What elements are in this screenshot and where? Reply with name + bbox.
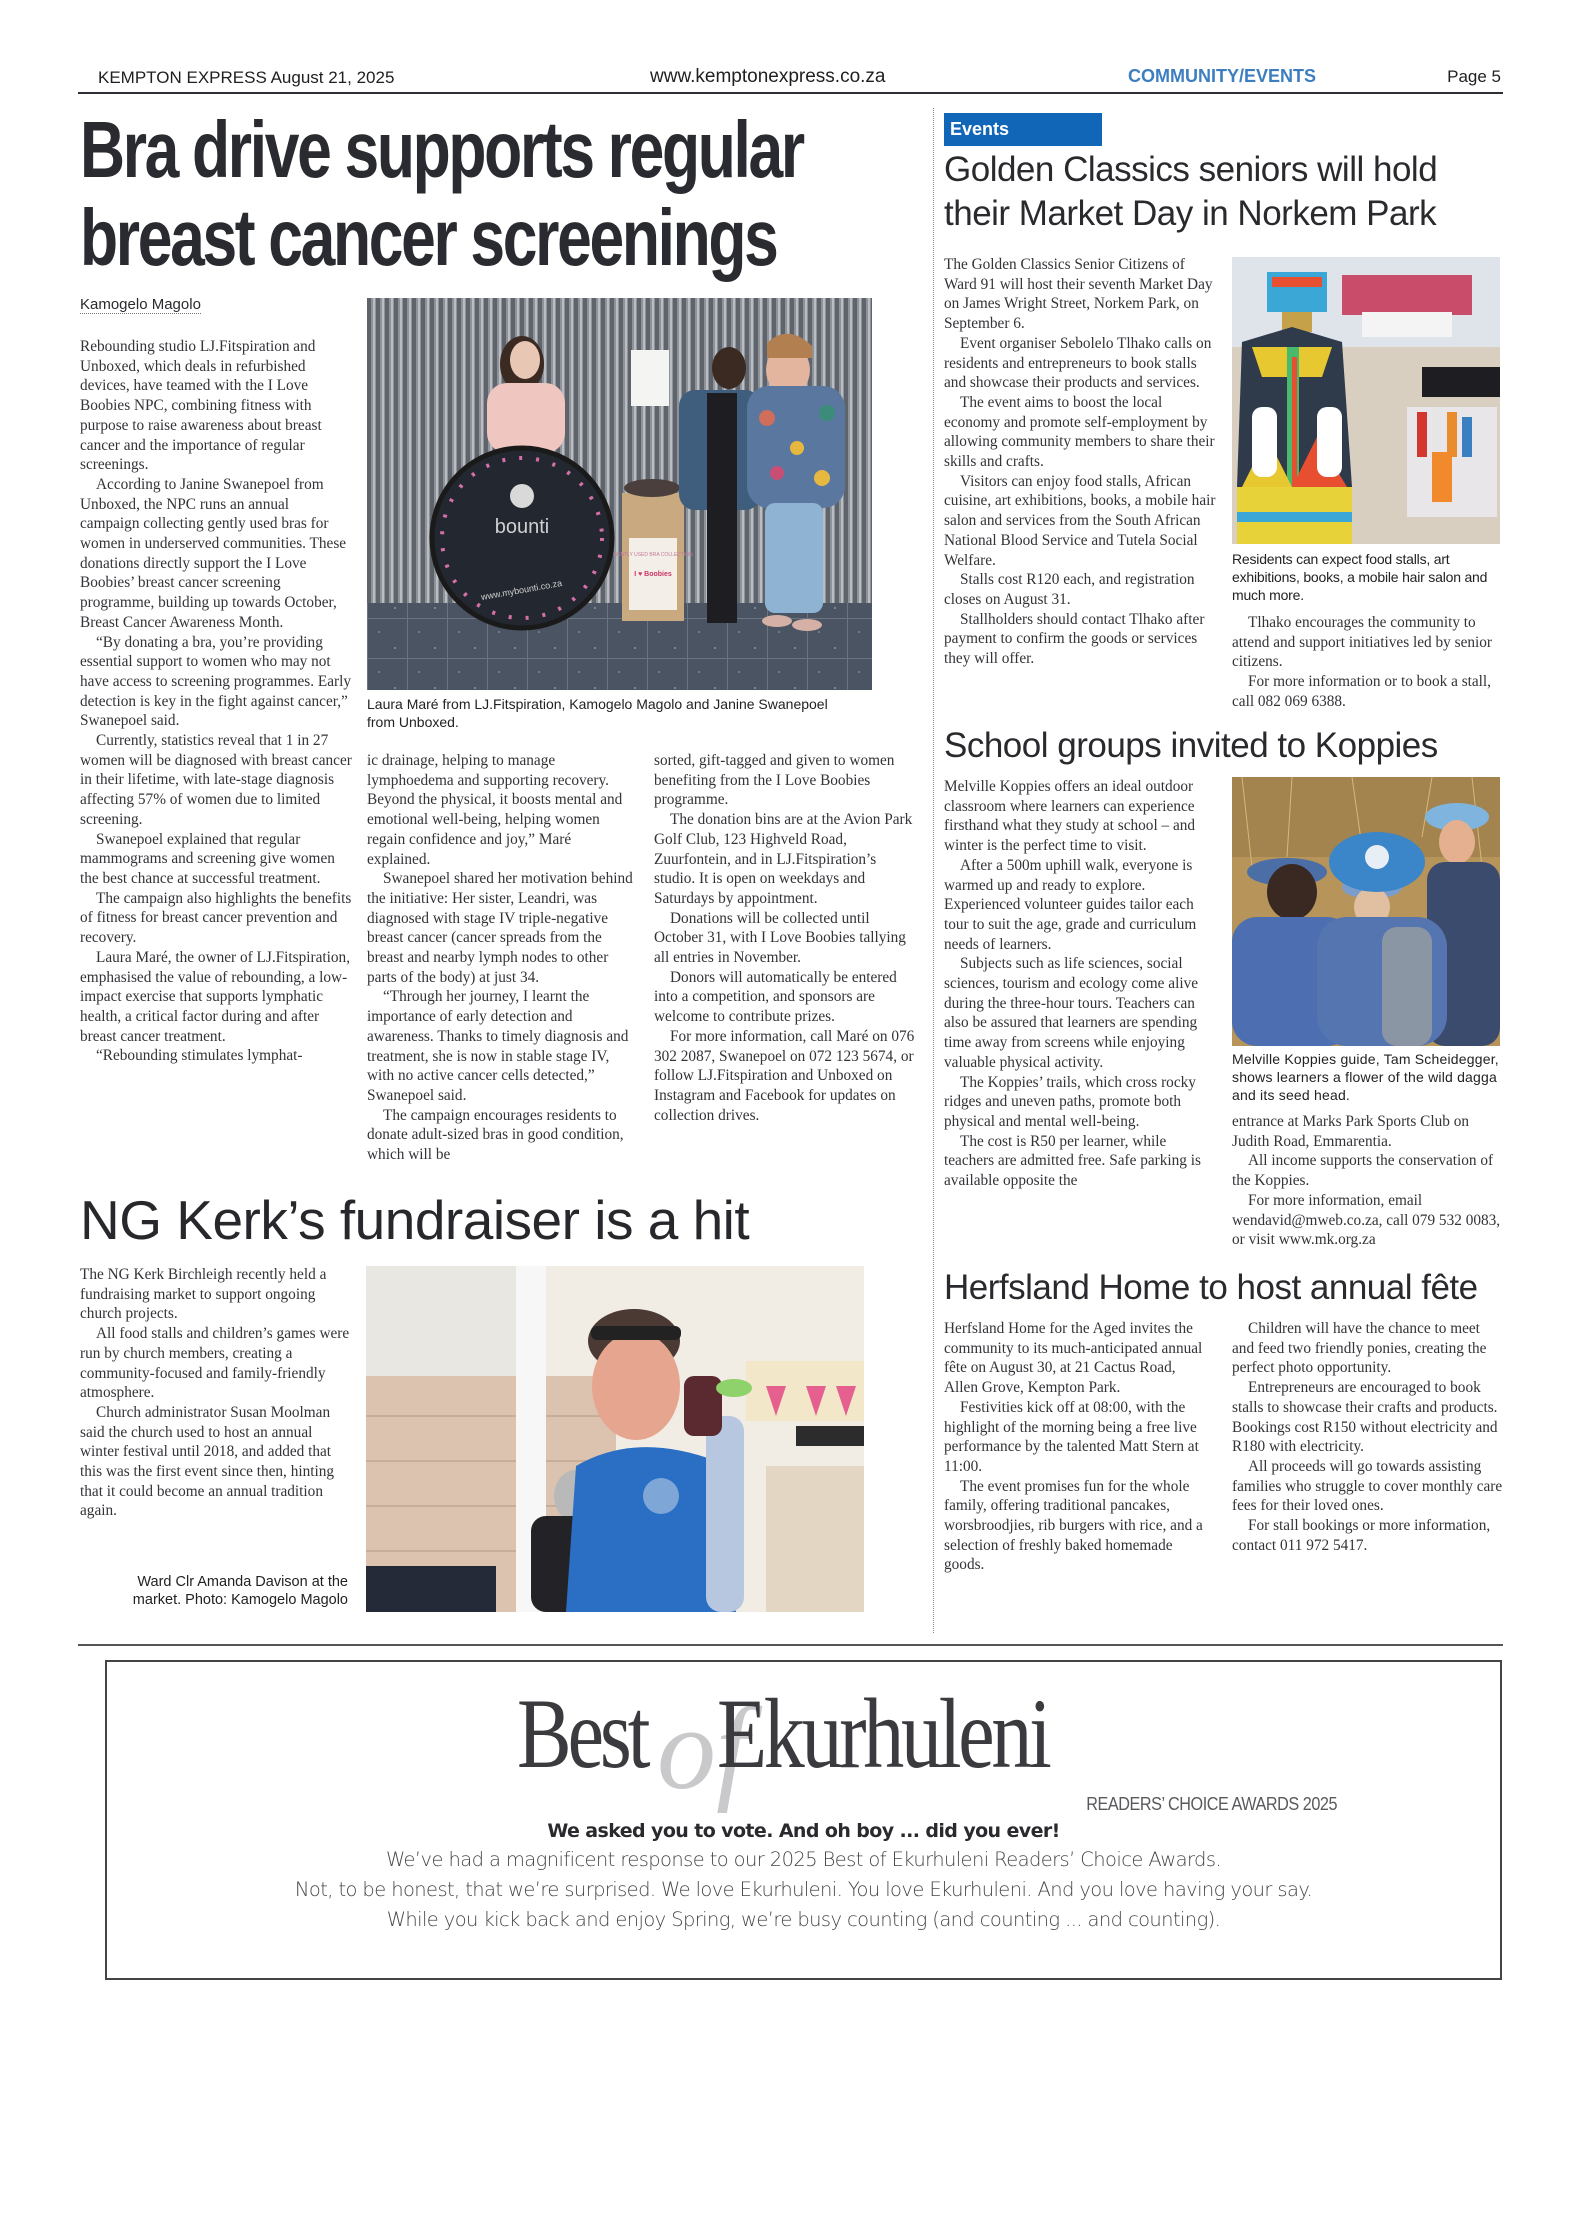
herfsland-column-2 bbox=[1232, 1319, 1504, 1555]
paragraph: The NG Kerk Birchleigh recently held a fundraising market to support ongoing church projects. bbox=[80, 1266, 327, 1323]
paragraph: Herfsland Home for the Aged invites the community to its much-anticipated annual fête on August 30, at 21 Cactus Road, Allen Grove, Kempton Park. bbox=[944, 1320, 1203, 1397]
publication-url[interactable]: www.kemptonexpress.co.za bbox=[650, 66, 886, 87]
koppies-photo-image bbox=[1232, 777, 1500, 1046]
bra-drive-column-3 bbox=[654, 751, 916, 1125]
golden-classics-photo-caption: Residents can expect food stalls, art exhibitions, books, a mobile hair salon and much more. bbox=[1232, 551, 1488, 603]
rebounder-url: www.mybounti.co.za bbox=[480, 577, 563, 603]
events-tag: Events bbox=[944, 113, 1102, 146]
main-headline-line2: breast cancer screenings bbox=[80, 193, 777, 282]
paragraph: The campaign also highlights the benefits of fitness for breast cancer prevention and recovery. bbox=[80, 889, 352, 947]
box-label: GENTLY USED BRA COLLECTION bbox=[613, 552, 693, 558]
paragraph: The event aims to boost the local economy and promote self-employment by allowing community members to share their skills and crafts. bbox=[944, 393, 1215, 471]
logo-best: Best bbox=[517, 1678, 647, 1789]
golden-classics-column-1 bbox=[944, 255, 1216, 669]
headline-line: their Market Day in Norkem Park bbox=[944, 194, 1437, 233]
caption-line: Ward Clr Amanda Davison at the bbox=[137, 1574, 348, 1590]
paragraph: “By donating a bra, you’re providing essential support to women who may not have access to screening programmes. Early detection is key in the fight against cancer,” Swanepoel said. bbox=[80, 633, 351, 730]
paragraph: For more information or to book a stall, call 082 069 6388. bbox=[1232, 673, 1492, 710]
paragraph: The event promises fun for the whole family, offering traditional pancakes, worsbroodjies, rib burgers with rice, and a selection of freshly baked homemade goods. bbox=[944, 1477, 1203, 1574]
paragraph: Tlhako encourages the community to attend and support initiatives led by senior citizens. bbox=[1232, 614, 1492, 671]
advert-text: We’ve had a magnificent response to our 2025 Best of Ekurhuleni Readers’ Choice Awards. bbox=[386, 1848, 1221, 1871]
advert-headline: We asked you to vote. And oh boy ... did you ever! bbox=[547, 1820, 1060, 1842]
golden-classics-photo bbox=[1232, 257, 1500, 544]
ng-kerk-photo bbox=[366, 1266, 864, 1612]
caption-line: Laura Maré from LJ.Fitspiration, Kamogelo Magolo and Janine Swanepoel bbox=[367, 696, 828, 712]
paragraph: entrance at Marks Park Sports Club on Judith Road, Emmarentia. bbox=[1232, 1113, 1470, 1150]
paragraph: For stall bookings or more information, contact 011 972 5417. bbox=[1232, 1517, 1491, 1554]
paragraph: Swanepoel explained that regular mammograms and screening give women the best chance at successful treatment. bbox=[80, 830, 335, 887]
bra-drive-column-2 bbox=[367, 751, 637, 1165]
paragraph: The cost is R50 per learner, while teachers are admitted free. Safe parking is available opposite the bbox=[944, 1132, 1201, 1190]
best-of-ekurhuleni-logo bbox=[517, 1678, 1337, 1814]
paragraph: The donation bins are at the Avion Park Golf Club, 123 Highveld Road, Zuurfontein, and in LJ.Fitspiration’s studio. It is open on weekdays and Saturdays by appointment. bbox=[654, 811, 913, 907]
paragraph: For more information, email wendavid@mweb.co.za, call 079 532 0083, or visit www.mk.org.za bbox=[1232, 1191, 1501, 1249]
paragraph: sorted, gift-tagged and given to women benefiting from the I Love Boobies programme. bbox=[654, 752, 895, 809]
paragraph: For more information, call Maré on 076 302 2087, Swanepoel on 072 123 5674, or follow LJ.Fitspiration and Unboxed on Instagram and Facebook for updates on collection drives. bbox=[654, 1027, 915, 1124]
koppies-headline: School groups invited to Koppies bbox=[944, 726, 1438, 765]
golden-classics-photo-image bbox=[1232, 257, 1500, 544]
advert-text: Not, to be honest, that we’re surprised. We love Ekurhuleni. You love Ekurhuleni. And you love having your say. bbox=[294, 1878, 1313, 1901]
paragraph: “Through her journey, I learnt the importance of early detection and awareness. Thanks to timely diagnosis and treatment, she is now in stable stage IV, with no active cancer cells detected,” Swanepoel said. bbox=[367, 988, 629, 1104]
rebounder-brand: bounti bbox=[494, 516, 550, 538]
paragraph: Visitors can enjoy food stalls, African cuisine, art exhibitions, books, a mobile hair salon and services from the South African National Blood Service and Tutela Social Welfare. bbox=[944, 472, 1216, 569]
paragraph: Donors will automatically be entered into a competition, and sponsors are welcome to contribute prizes. bbox=[654, 968, 897, 1026]
byline[interactable]: Kamogelo Magolo bbox=[80, 296, 201, 313]
bra-drive-photo-image bbox=[367, 298, 872, 690]
paragraph: All proceeds will go towards assisting families who struggle to cover monthly care fees for their loved ones. bbox=[1232, 1457, 1503, 1515]
koppies-column-2 bbox=[1232, 1112, 1504, 1250]
logo-subtitle: READERS’ CHOICE AWARDS 2025 bbox=[1086, 1794, 1337, 1814]
koppies-photo-caption: Melville Koppies guide, Tam Scheidegger, shows learners a flower of the wild dagga and its seed head. bbox=[1232, 1051, 1499, 1103]
main-headline bbox=[80, 105, 803, 282]
paragraph: The Golden Classics Senior Citizens of Ward 91 will host their seventh Market Day on James Wright Street, Norkem Park, on September 6. bbox=[944, 256, 1213, 333]
bra-drive-photo bbox=[367, 298, 872, 690]
golden-classics-column-2 bbox=[1232, 613, 1504, 712]
column-divider bbox=[933, 108, 934, 1633]
paragraph: Swanepoel shared her motivation behind the initiative: Her sister, Leandri, was diagnosed with stage IV triple-negative breast cancer (cancer spreads from the breast and nearby lymph nodes to other parts of the body) at just 34. bbox=[367, 870, 633, 986]
paragraph: Festivities kick off at 08:00, with the highlight of the morning being a free live performance by the talented Matt Stern at 11:00. bbox=[944, 1398, 1199, 1475]
koppies-photo bbox=[1232, 777, 1500, 1046]
paragraph: After a 500m uphill walk, everyone is warmed up and ready to explore. Experienced volunteer guides tailor each tour to suit the age, grade and curriculum needs of learners. bbox=[944, 856, 1197, 953]
bra-drive-photo-caption bbox=[367, 695, 927, 731]
paragraph: All food stalls and children’s games were run by church members, creating a community-focused and family-friendly atmosphere. bbox=[80, 1325, 350, 1402]
caption-line: from Unboxed. bbox=[367, 714, 459, 730]
herfsland-column-1 bbox=[944, 1319, 1206, 1575]
paragraph: According to Janine Swanepoel from Unboxed, the NPC runs an annual campaign collecting gently used bras for women in underserved communities. These donations directly support the I Love Boobies’ breast cancer screening programme, building up towards October, Breast Cancer Awareness Month. bbox=[80, 475, 347, 631]
paragraph: Entrepreneurs are encouraged to book stalls to showcase their crafts and products. Bookings cost R150 without electricity and R180 with electricity. bbox=[1232, 1379, 1498, 1456]
logo-ekurhuleni: Ekurhuleni bbox=[717, 1678, 1049, 1789]
koppies-column-1 bbox=[944, 777, 1214, 1191]
ng-kerk-headline: NG Kerk’s fundraiser is a hit bbox=[80, 1189, 750, 1251]
paragraph: Donations will be collected until October 31, with I Love Boobies tallying all entries in November. bbox=[654, 909, 906, 967]
paragraph: Event organiser Sebolelo Tlhako calls on residents and entrepreneurs to book stalls and showcase their products and services. bbox=[944, 334, 1212, 392]
paragraph: Subjects such as life sciences, social sciences, tourism and ecology come alive during the three-hour tours. Teachers can also be assured that learners are spending time away from screens while enjoying valuable physical activity. bbox=[944, 955, 1199, 1071]
golden-classics-headline bbox=[944, 148, 1437, 236]
advert-text: While you kick back and enjoy Spring, we’re busy counting (and counting ... and counting). bbox=[386, 1908, 1221, 1931]
publication-date: KEMPTON EXPRESS August 21, 2025 bbox=[98, 68, 395, 87]
ng-kerk-photo-image bbox=[366, 1266, 864, 1612]
paragraph: The Koppies’ trails, which cross rocky ridges and uneven paths, promote both physical and mental well-being. bbox=[944, 1073, 1196, 1130]
herfsland-headline: Herfsland Home to host annual fête bbox=[944, 1268, 1478, 1307]
caption-line: market. Photo: Kamogelo Magolo bbox=[132, 1592, 348, 1608]
paragraph: Melville Koppies offers an ideal outdoor classroom where learners can experience firsthand what they study at school – and winter is the perfect time to visit. bbox=[944, 778, 1196, 855]
logo-of: of bbox=[657, 1683, 749, 1814]
ng-kerk-photo-caption bbox=[80, 1573, 348, 1609]
paragraph: Stallholders should contact Tlhako after payment to confirm the goods or services they will offer. bbox=[944, 610, 1205, 668]
paragraph: Laura Maré, the owner of LJ.Fitspiration, emphasised the value of rebounding, a low-impact exercise that supports lymphatic health, a critical factor during and after breast cancer treatment. bbox=[80, 948, 351, 1045]
paragraph: Children will have the chance to meet and feed two friendly ponies, creating the perfect photo opportunity. bbox=[1232, 1320, 1487, 1377]
paragraph: Church administrator Susan Moolman said the church used to host an annual winter festival until 2018, and added that this was the first event since then, hinting that it could become an annual tradition again. bbox=[80, 1403, 335, 1520]
paragraph: ic drainage, helping to manage lymphoedema and supporting recovery. Beyond the physical, it boosts mental and emotional well-being, helping women regain confidence and joy,” Maré explained. bbox=[367, 752, 623, 868]
paragraph: The campaign encourages residents to donate adult-sized bras in good condition, which will be bbox=[367, 1106, 624, 1164]
paragraph: Stalls cost R120 each, and registration closes on August 31. bbox=[944, 571, 1195, 608]
advert-top-rule bbox=[78, 1644, 1503, 1646]
box-brand: I ♥ Boobies bbox=[634, 571, 672, 578]
section-label: COMMUNITY/EVENTS bbox=[1128, 66, 1317, 86]
bra-drive-column-1 bbox=[80, 337, 352, 1066]
best-of-ekurhuleni-advert[interactable] bbox=[105, 1660, 1502, 1980]
paragraph: All income supports the conservation of the Koppies. bbox=[1232, 1152, 1494, 1190]
paragraph: “Rebounding stimulates lymphat- bbox=[96, 1047, 303, 1065]
headline-line: Golden Classics seniors will hold bbox=[944, 150, 1438, 189]
masthead bbox=[78, 60, 1503, 94]
main-headline-line1: Bra drive supports regular bbox=[80, 105, 803, 194]
paragraph: Currently, statistics reveal that 1 in 27 women will be diagnosed with breast cancer in their lifetime, with late-stage diagnosis affecting 57% of women due to limited screening. bbox=[80, 732, 352, 828]
paragraph: Rebounding studio LJ.Fitspiration and Unboxed, which deals in refurbished devices, have teamed with the I Love Boobies NPC, combining fitness with purpose to raise awareness about breast cancer and the importance of regular screenings. bbox=[80, 338, 322, 474]
ng-kerk-body bbox=[80, 1265, 352, 1521]
page-number: Page 5 bbox=[1447, 67, 1501, 86]
